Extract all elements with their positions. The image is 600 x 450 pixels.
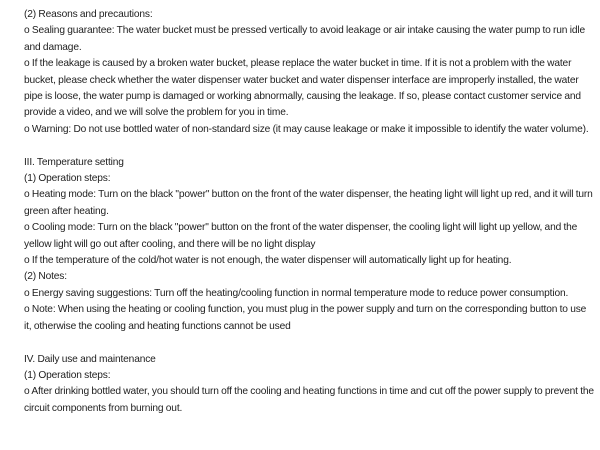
sealing-guarantee-item: o Sealing guarantee: The water bucket must be pressed vertically to avoid leakage or air intake causing the water pump to run idle and damage. <box>24 25 585 53</box>
instruction-document <box>24 7 596 417</box>
power-note-item: o Note: When using the heating or cooling function, you must plug in the power supply and turn on the corresponding button to use it, otherwise the cooling and heating functions cannot be used <box>24 304 587 332</box>
temperature-heading: III. Temperature setting <box>24 156 124 168</box>
notes-heading: (2) Notes: <box>24 271 67 283</box>
leakage-item: o If the leakage is caused by a broken water bucket, please replace the water bucket in time. If it is not a problem with the water bucket, please check whether the water dispenser water bucket and water dispenser interface are improperly installed, the water pipe is loose, the water pump is damaged or working abnormally, causing the leakage. If so, please contact customer service and provide a video, and we will solve the problem for you in time. <box>24 58 581 119</box>
warning-item: o Warning: Do not use bottled water of non-standard size (it may cause leakage or make it impossible to identify the water volume). <box>24 123 589 135</box>
energy-saving-item: o Energy saving suggestions: Turn off the heating/cooling function in normal temperature mode to reduce power consumption. <box>24 287 569 299</box>
temperature-steps-heading: (1) Operation steps: <box>24 173 111 185</box>
heating-mode-item: o Heating mode: Turn on the black "power" button on the front of the water dispenser, the heating light will light up red, and it will turn green after heating. <box>24 189 593 217</box>
auto-heating-item: o If the temperature of the cold/hot water is not enough, the water dispenser will automatically light up for heating. <box>24 255 512 267</box>
cooling-mode-item: o Cooling mode: Turn on the black "power" button on the front of the water dispenser, the cooling light will light up yellow, and the yellow light will go out after cooling, and there will be no light display <box>24 222 578 250</box>
power-off-item: o After drinking bottled water, you should turn off the cooling and heating functions in time and cut off the power supply to prevent the circuit components from burning out. <box>24 386 594 414</box>
section-spacer <box>24 138 596 154</box>
maintenance-heading: IV. Daily use and maintenance <box>24 353 156 365</box>
maintenance-steps-heading: (1) Operation steps: <box>24 369 111 381</box>
section-spacer <box>24 335 596 351</box>
precautions-subheading: (2) Reasons and precautions: <box>24 9 153 20</box>
